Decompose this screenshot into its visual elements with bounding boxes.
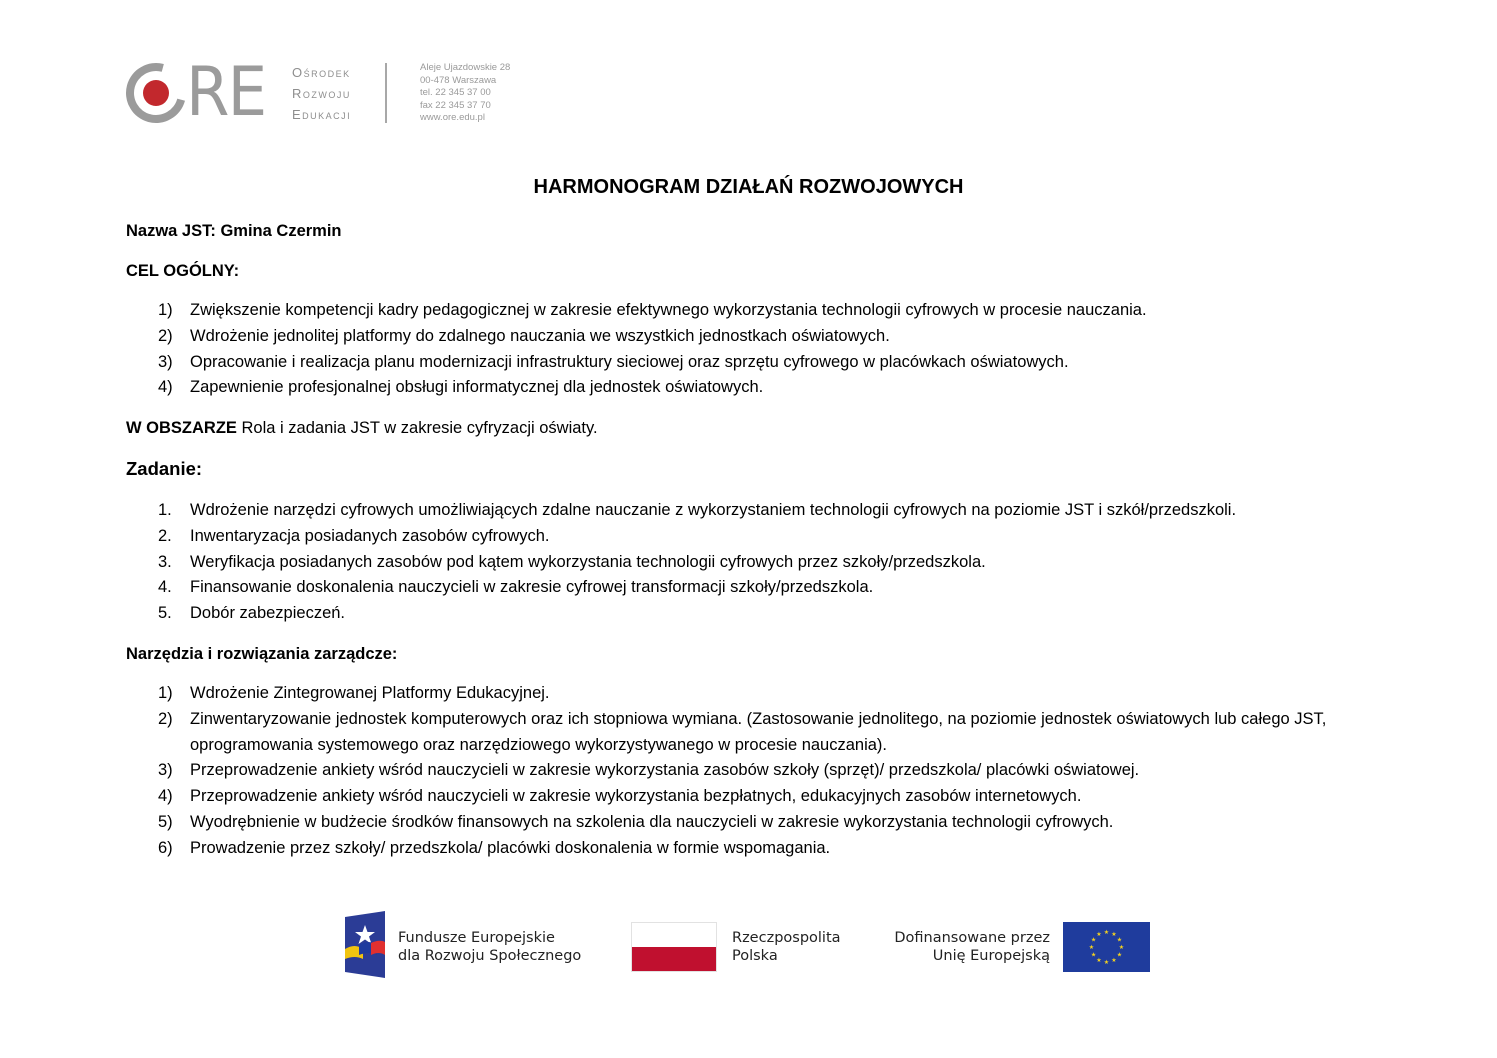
eu-line: Dofinansowane przez [894,930,1050,946]
tasks-list [158,498,1236,627]
tasks-heading: Zadanie: [126,458,203,479]
eu-cofinanced-text [884,929,1050,965]
list-item: 4) Przeprowadzenie ankiety wśród nauczycieli w zakresie wykorzystania bezpłatnych, edukacyjnych zasobów internetowych. [158,787,1082,806]
eu-star-icon: ★ [1116,952,1123,959]
list-item: 1) Zwiększenie kompetencji kadry pedagogicznej w zakresie efektywnego wykorzystania technologii cyfrowych w procesie nauczania. [158,301,1147,319]
list-item: 4) Zapewnienie profesjonalnej obsługi informatycznej dla jednostek oświatowych. [158,378,764,397]
ore-logo [126,53,272,132]
area-line [126,419,598,438]
list-item: 3) Opracowanie i realizacja planu modernizacji infrastruktury sieciowej oraz sprzętu cyfrowego w placówkach oświatowych. [158,352,1069,371]
fe-line: Fundusze Europejskie [398,930,555,946]
fax-line: fax 22 345 37 70 [420,99,491,111]
ore-address [420,62,510,125]
list-item: 3. Weryfikacja posiadanych zasobów pod kątem wykorzystania technologii cyfrowych przez szkoły/przedszkola. [158,552,986,571]
eu-star-icon: ★ [1118,945,1125,951]
list-item: 6) Prowadzenie przez szkoły/ przedszkola/ placówki doskonalenia w formie wspomagania. [158,838,831,857]
jst-name [126,222,342,241]
eu-star-icon: ★ [1111,932,1117,939]
jst-value: Gmina Czermin [220,222,342,240]
eu-star-icon: ★ [1111,957,1117,964]
document-title: HARMONOGRAM DZIAŁAŃ ROZWOJOWYCH [533,176,964,198]
list-item: 3) Przeprowadzenie ankiety wśród nauczycieli w zakresie wykorzystania zasobów szkoły (sprzęt)/ przedszkola/ placówki oświatowej. [158,761,1140,780]
address-line: 00-478 Warszawa [420,74,497,86]
ore-logo-letters: RE [186,53,266,132]
org-name-line: Edukacji [292,107,352,122]
rzeczpospolita-polska-text [732,929,841,965]
eu-star-icon: ★ [1096,932,1102,939]
header-divider [385,63,387,123]
rp-line: Rzeczpospolita [732,930,841,946]
list-item: 2) Wdrożenie jednolitej platformy do zdalnego nauczania we wszystkich jednostkach oświatowych. [158,326,890,345]
list-item: 4. Finansowanie doskonalenia nauczycieli w zakresie cyfrowej transformacji szkoły/przedszkola. [158,578,874,597]
eu-star-icon: ★ [1088,945,1095,951]
phone-line: tel. 22 345 37 00 [420,87,491,98]
org-name-line: Rozwoju [292,86,351,101]
fundusze-europejskie-text [398,929,581,965]
website-line: www.ore.edu.pl [420,112,485,123]
list-item: 1) Wdrożenie Zintegrowanej Platformy Edukacyjnej. [158,684,550,702]
eu-flag-icon [1063,922,1150,972]
ore-org-name [292,62,351,125]
general-goal-heading: CEL OGÓLNY: [126,262,240,280]
list-item: 1. Wdrożenie narzędzi cyfrowych umożliwiających zdalne nauczanie z wykorzystaniem technologii cyfrowych na poziomie JST i szkół/przedszkoli. [158,501,1237,519]
list-item: 5) Wyodrębnienie w budżecie środków finansowych na szkolenia dla nauczycieli w zakresie wykorzystania technologii cyfrowych. [158,812,1114,831]
area-label: W OBSZARZE [126,419,237,437]
ore-circle-icon [126,63,186,123]
list-item: 2) Zinwentaryzowanie jednostek komputerowych oraz ich stopniowa wymiana. (Zastosowanie jednolitego, na poziomie jednostek oświatowych lub całego JST, oprogramowania systemowego oraz narzędziowego wykorzystywanego w procesie nauczania). [158,709,1327,754]
general-goal-list [158,298,1147,401]
tools-heading: Narzędzia i rozwiązania zarządcze: [126,645,398,663]
area-value: Rola i zadania JST w zakresie cyfryzacji oświaty. [241,419,598,437]
list-item: 2. Inwentaryzacja posiadanych zasobów cyfrowych. [158,526,550,545]
eu-star-icon: ★ [1103,960,1110,966]
eu-star-icon: ★ [1090,952,1097,959]
list-item: 5. Dobór zabezpieczeń. [158,604,346,623]
eu-line: Unię Europejską [932,948,1050,964]
org-name-line: Ośrodek [292,65,351,80]
eu-star-icon: ★ [1116,937,1123,944]
address-line: Aleje Ujazdowskie 28 [420,62,511,73]
jst-label: Nazwa JST: [126,222,216,240]
fe-line: dla Rozwoju Społecznego [398,948,582,964]
eu-star-icon: ★ [1090,937,1097,944]
eu-star-icon: ★ [1096,957,1102,964]
rp-line: Polska [732,948,778,964]
tools-list [158,681,1350,862]
polish-flag-icon [631,922,717,972]
eu-star-icon: ★ [1103,930,1110,936]
fundusze-europejskie-icon [345,911,385,978]
